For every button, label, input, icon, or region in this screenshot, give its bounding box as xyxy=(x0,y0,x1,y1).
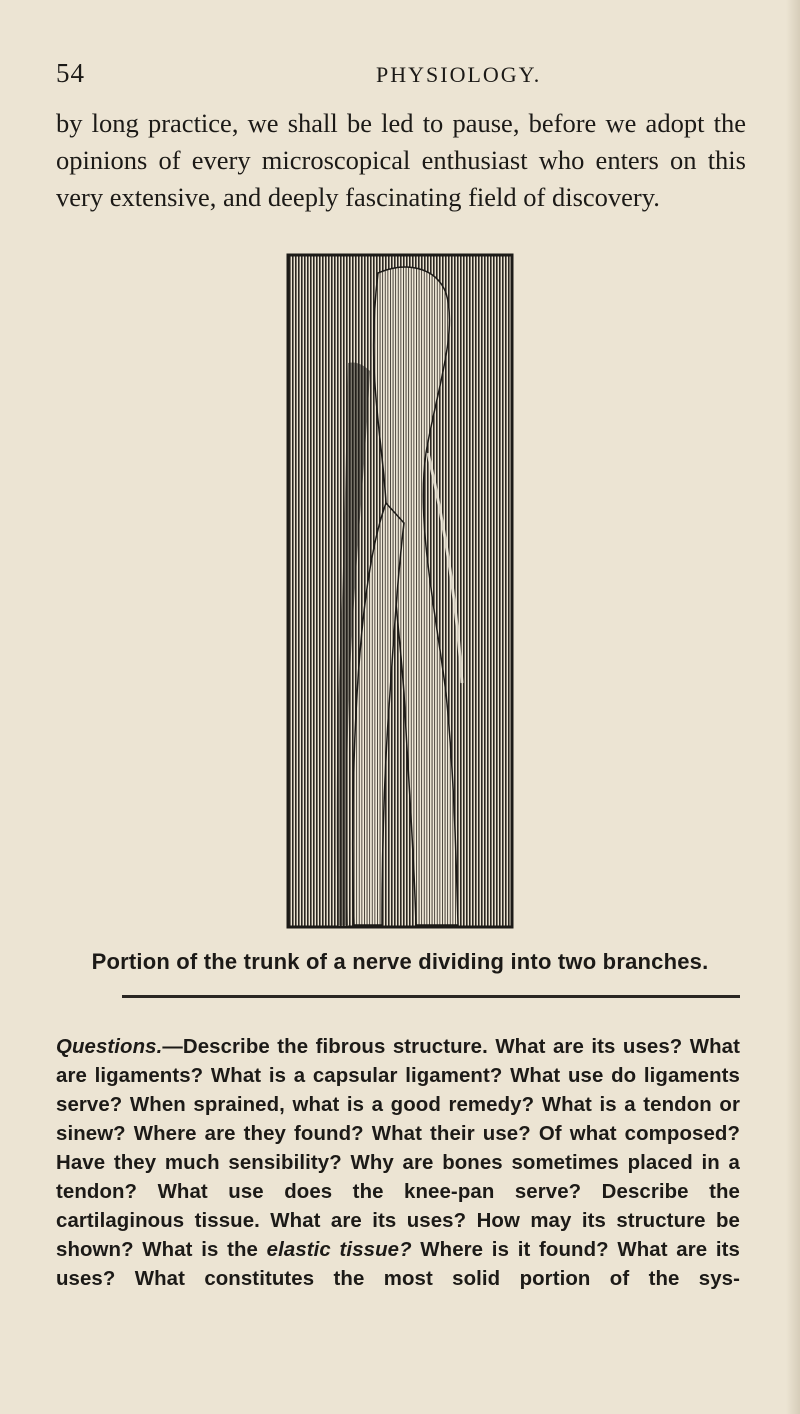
questions-lead: Questions. xyxy=(56,1036,163,1058)
questions-term: elastic tissue? xyxy=(266,1239,412,1261)
page-edge-shadow xyxy=(786,0,800,1414)
questions-dash: — xyxy=(162,1036,183,1058)
nerve-illustration xyxy=(286,253,514,929)
page-number: 54 xyxy=(56,58,85,88)
figure-caption: Portion of the trunk of a nerve dividing into two branches. xyxy=(91,949,709,974)
running-head: PHYSIOLOGY. xyxy=(376,62,542,87)
page-header xyxy=(56,58,740,92)
opening-paragraph: by long practice, we shall be led to pause, before we adopt the opinions of every microscopical enthusiast who enters on this very extensive, and deeply fascinating field of discovery. xyxy=(56,108,746,212)
nerve-engraving xyxy=(286,253,514,929)
questions-text-2: Where is it found? What are its uses? What constitutes the most solid portion of the sys- xyxy=(56,1239,740,1290)
section-rule xyxy=(122,995,740,998)
questions-paragraph xyxy=(56,1033,740,1294)
questions-text-1: Describe the fibrous structure. What are its uses? What are ligaments? What is a capsular ligament? What use do ligaments serve? When sprained, what is a good remedy? What is a tendon or sinew? Where are they found? What their use? Of what composed? Have they much sensibility? Why are bones sometimes placed in a tendon? What use does the knee-pan serve? Describe the cartilaginous tissue. What are its uses? How may its structure be shown? What is the xyxy=(56,1036,740,1261)
